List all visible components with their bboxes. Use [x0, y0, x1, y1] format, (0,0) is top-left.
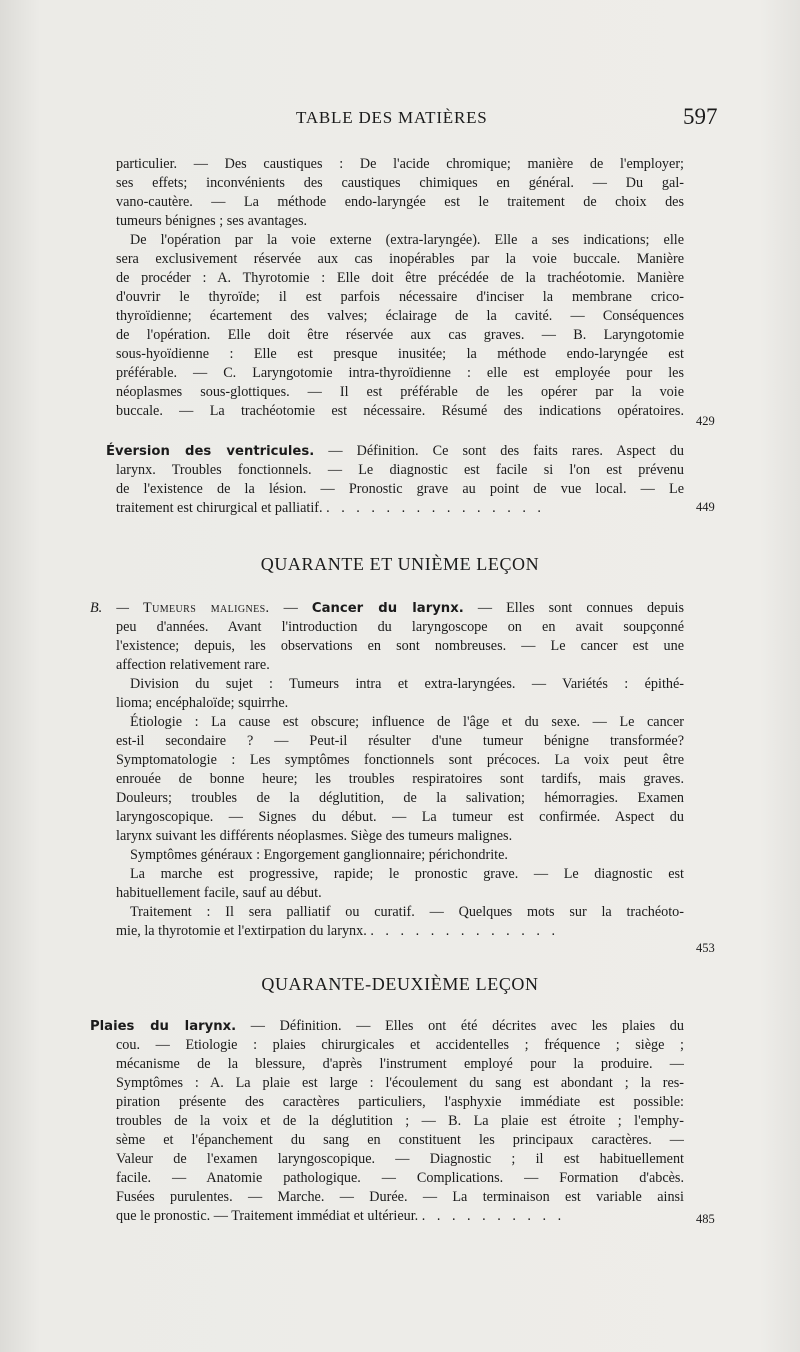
text-line: mécanisme de la blessure, d'après l'instrument employé pour la produire. — — [116, 1056, 684, 1072]
entry-heading: Cancer du larynx. — [311, 601, 464, 616]
text-line: habituellement facile, sauf au début. — [116, 885, 322, 901]
text-fragment: B. — — [90, 600, 144, 616]
text-line: peu d'années. Avant l'introduction du laryngoscope on en avait soupçonné — [116, 619, 684, 635]
page-reference: 453 — [696, 941, 715, 955]
text-line: l'existence; depuis, les observations en sont nombreuses. — Le cancer est une — [116, 638, 684, 654]
text-line: de l'existence de la lésion. — Pronostic grave au point de vue local. — Le — [116, 481, 684, 497]
text-line: sera exclusivement réservée aux cas inopérables par la voie buccale. Manière — [116, 251, 684, 267]
text-line — [116, 922, 684, 941]
text-line: cou. — Etiologie : plaies chirurgicales et accidentelles ; fréquence ; siège ; — [116, 1037, 684, 1053]
text-fragment: — Définition. — Elles ont été décrites avec les plaies du — [236, 1018, 684, 1034]
text-line: sous-hyoïdienne : Elle est presque inusitée; la méthode endo-laryngée est — [116, 346, 684, 362]
text-line — [90, 1017, 684, 1036]
text-line: Traitement : Il sera palliatif ou curatif. — Quelques mots sur la trachéoto- — [130, 904, 684, 920]
text-line: thyroïdienne; écartement des valves; éclairage de la cavité. — Conséquences — [116, 308, 684, 324]
section-title: QUARANTE-DEUXIÈME LEÇON — [261, 974, 539, 994]
text-fragment: mie, la thyrotomie et l'extirpation du larynx. — [116, 923, 367, 939]
text-line: vano-cautère. — La méthode endo-laryngée est le traitement de choix des — [116, 194, 684, 210]
text-line — [116, 1207, 684, 1226]
text-line: troubles de la voix et de la déglutition ; — B. La plaie est étroite ; l'emphy- — [116, 1113, 684, 1129]
text-line: piration présente des caractères particuliers, l'asphyxie immédiate est possible: — [116, 1094, 684, 1110]
text-line: buccale. — La trachéotomie est nécessaire. Résumé des indications opératoires. — [116, 403, 684, 419]
leader-dots: . . . . . . . . . . — [421, 1208, 566, 1224]
entry-heading: Plaies du larynx. — [90, 1019, 237, 1034]
entry-heading: Éversion des ventricules. — [106, 444, 315, 459]
text-line: préférable. — C. Laryngotomie intra-thyroïdienne : elle est employée pour les — [116, 365, 684, 381]
text-line: est-il secondaire ? — Peut-il résulter d'une tumeur bénigne transformée? — [116, 733, 684, 749]
toc-entry-cancer — [90, 599, 684, 941]
text-line — [106, 442, 684, 461]
text-line — [116, 499, 684, 518]
text-fragment: Tumeurs malignes. — [143, 600, 270, 616]
text-fragment: — Définition. Ce sont des faits rares. Aspect du — [314, 443, 684, 459]
text-line: laryngoscopique. — Signes du début. — La tumeur est confirmée. Aspect du — [116, 809, 684, 825]
text-line: larynx. Troubles fonctionnels. — Le diagnostic est facile si l'on est prévenu — [116, 462, 684, 478]
leader-dots: . . . . . . . . . . . . . . . — [326, 500, 545, 516]
leader-dots: . . . . . . . . . . . . . — [370, 923, 559, 939]
text-line: larynx suivant les différents néoplasmes. Siège des tumeurs malignes. — [116, 828, 513, 844]
text-line: sème et l'épanchement du sang en constituent les principaux caractères. — — [116, 1132, 684, 1148]
page-header — [0, 104, 800, 134]
page-reference: 449 — [696, 500, 715, 514]
text-line: d'ouvrir le thyroïde; il est parfois nécessaire d'inciser la membrane crico- — [116, 289, 684, 305]
text-line: de procéder : A. Thyrotomie : Elle doit être précédée de la trachéotomie. Manière — [116, 270, 684, 286]
text-line: Fusées purulentes. — Marche. — Durée. — La terminaison est variable ainsi — [116, 1189, 684, 1205]
text-line: De l'opération par la voie externe (extra-laryngée). Elle a ses indications; elle — [130, 232, 684, 248]
page-number: 597 — [683, 104, 718, 129]
text-line: La marche est progressive, rapide; le pronostic grave. — Le diagnostic est — [130, 866, 684, 882]
toc-entry-operations — [116, 155, 684, 421]
text-line: Valeur de l'examen laryngoscopique. — Diagnostic ; il est habituellement — [116, 1151, 684, 1167]
toc-entry-plaies — [90, 1017, 684, 1226]
text-line: tumeurs bénignes ; ses avantages. — [116, 213, 308, 229]
text-line: Symptômes : A. La plaie est large : l'écoulement du sang est abondant ; la res- — [116, 1075, 684, 1091]
text-line: ses effets; inconvénients des caustiques chimiques en général. — Du gal- — [116, 175, 684, 191]
text-line: Douleurs; troubles de la déglutition, de la salivation; hémorragies. Examen — [116, 790, 684, 806]
text-line: affection relativement rare. — [116, 657, 270, 673]
text-fragment: — — [269, 600, 312, 616]
text-line: particulier. — Des caustiques : De l'acide chromique; manière de l'employer; — [116, 156, 684, 172]
text-line — [90, 599, 684, 618]
text-line: Division du sujet : Tumeurs intra et extra-laryngées. — Variétés : épithé- — [130, 676, 684, 692]
text-line: facile. — Anatomie pathologique. — Complications. — Formation d'abcès. — [116, 1170, 684, 1186]
text-fragment: traitement est chirurgical et palliatif. — [116, 500, 323, 516]
page-reference: 485 — [696, 1212, 715, 1226]
text-line: Étiologie : La cause est obscure; influence de l'âge et du sexe. — Le cancer — [130, 714, 684, 730]
text-line: Symptomatologie : Les symptômes fonctionnels sont précoces. La voix peut être — [116, 752, 684, 768]
text-line: enrouée de bonne heure; les troubles respiratoires sont tardifs, mais graves. — [116, 771, 684, 787]
text-line: Symptômes généraux : Engorgement ganglionnaire; périchondrite. — [130, 847, 508, 863]
text-line: de l'opération. Elle doit être réservée aux cas graves. — B. Laryngotomie — [116, 327, 684, 343]
text-fragment: que le pronostic. — Traitement immédiat et ultérieur. — [116, 1208, 419, 1224]
text-line: néoplasmes sous-glottiques. — Il est préférable de les opérer par la voie — [116, 384, 684, 400]
section-title: QUARANTE ET UNIÈME LEÇON — [260, 554, 540, 574]
text-fragment: — Elles sont connues depuis — [463, 600, 684, 616]
toc-entry-eversion — [106, 442, 684, 518]
page-reference: 429 — [696, 414, 715, 428]
running-title: TABLE DES MATIÈRES — [296, 108, 488, 127]
text-line: lioma; encéphaloïde; squirrhe. — [116, 695, 289, 711]
